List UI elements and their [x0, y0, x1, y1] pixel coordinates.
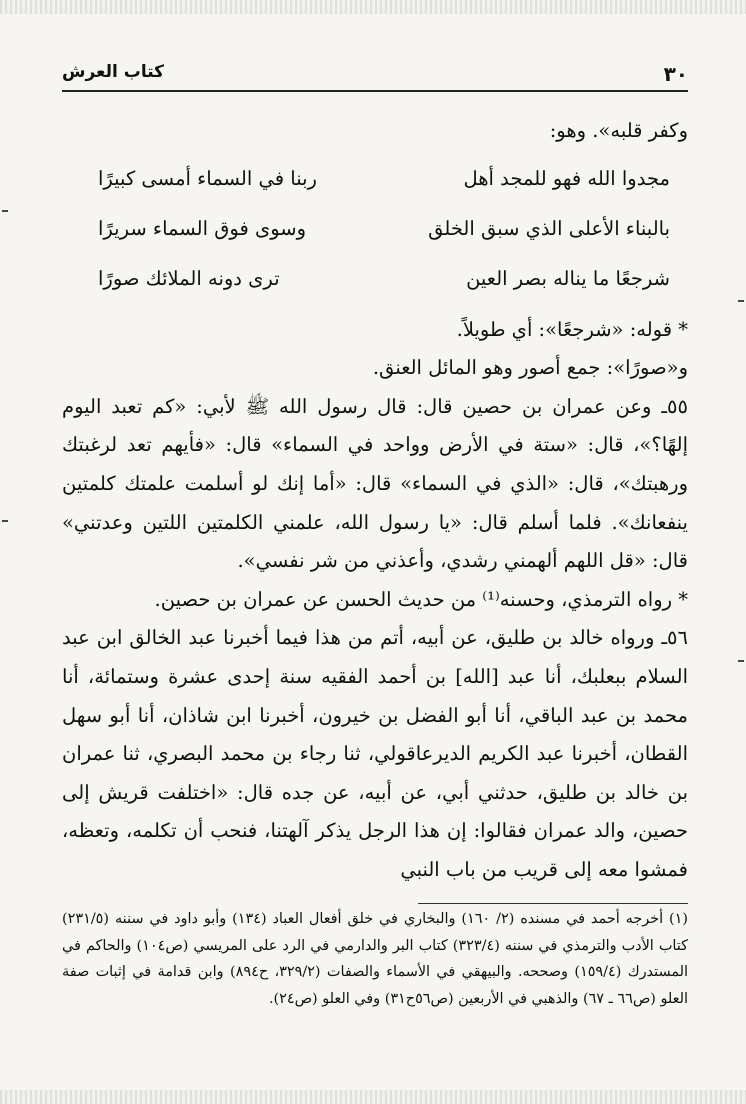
running-title: كتاب العرش — [62, 62, 165, 82]
hadith-55: ٥٥ـ وعن عمران بن حصين قال: قال رسول الله ﷺ لأبي: «كم تعبد اليوم إلهًا؟»، قال: «ستة في الأرض وواحد في السماء» قال: «فأيهم تعد لرغبتك ورهبتك»، قال: «الذي في السماء» قال: «أما إنك لو أسلمت علمتك كلمتين ينفعانك». فلما أسلم قال: «يا رسول الله، علمني الكلمتين اللتين وعدتني» قال: «قل اللهم ألهمني رشدي، وأعذني من شر نفسي». — [62, 394, 688, 573]
hadith-56: ٥٦ـ ورواه خالد بن طليق، عن أبيه، أتم من هذا فيما أخبرنا عبد الخالق ابن عبد السلام ببعلبك، أنا عبد [الله] بن أحمد الفقيه سنة إحدى عشرة وستمائة، أنا محمد بن عبد الباقي، أنا أبو الفضل بن خيرون، أخبرنا ابن شاذان، أنا أبو سهل القطان، أخبرنا عبد الكريم الديرعاقولي، ثنا رجاء بن محمد البصري، ثنا عمران بن خالد بن طليق، حدثني أبي، عن أبيه، عن جده قال: «اختلفت قريش إلى حصين، والد عمران فقالوا: إن هذا الرجل يذكر آلهتنا، فنحب أن تكلمه، وتعظه، فمشوا معه إلى قريب من باب النبي — [62, 626, 688, 881]
gloss-suwaran: و«صورًا»: جمع أصور وهو المائل العنق. — [372, 356, 688, 380]
verse-second-hemistich: ربنا في السماء أمسى كبيرًا — [98, 167, 317, 191]
margin-mark — [738, 660, 744, 662]
footnote-1: (١) أخرجه أحمد في مسنده (٢/ ١٦٠) والبخاري في خلق أفعال العباد (١٣٤) وأبو داود في سننه (٢٣١/٥) كتاب الأدب والترمذي في سننه (٣٢٣/٤) كتاب البر والدارمي في الرد على المريسي (ص١٠٤) والحاكم في المستدرك (١٥٩/٤) وصححه. والبيهقي في الأسماء والصفات (٣٢٩/٢، ح٨٩٤) وابن قدامة في إثبات صفة العلو (ص٦٦ ـ ٦٧) والذهبي في الأربعين (ص٥٦ح٣١) وفي العلو (ص٢٤). — [62, 911, 689, 1007]
intro-line: وكفر قلبه». وهو: — [549, 119, 688, 142]
verse-first-hemistich: بالبناء الأعلى الذي سبق الخلق — [428, 217, 670, 241]
margin-mark — [2, 210, 8, 212]
verse-row — [62, 155, 688, 205]
verse-first-hemistich: شرجعًا ما يناله بصر العين — [466, 267, 670, 291]
margin-mark — [2, 520, 8, 522]
verse-second-hemistich: وسوى فوق السماء سريرًا — [98, 217, 307, 241]
margin-mark — [738, 300, 744, 302]
page-number: ٣٠ — [663, 62, 688, 86]
page-header — [62, 62, 688, 86]
verse-row — [62, 255, 688, 305]
verse-row — [62, 205, 688, 255]
verse-second-hemistich: ترى دونه الملائك صورًا — [98, 267, 280, 291]
poem-verses — [62, 155, 688, 305]
footnotes — [62, 906, 688, 1012]
header-rule — [62, 90, 688, 92]
verse-first-hemistich: مجدوا الله فهو للمجد أهل — [463, 167, 670, 191]
scan-border-top — [0, 0, 746, 14]
narration-note: * رواه الترمذي، وحسنه⁽¹⁾ من حديث الحسن عن عمران بن حصين. — [154, 587, 688, 611]
scan-border-bottom — [0, 1090, 746, 1104]
main-text — [62, 112, 688, 890]
footnote-rule — [418, 903, 688, 904]
gloss-shirjaan: * قوله: «شرجعًا»: أي طويلاً. — [456, 317, 688, 341]
